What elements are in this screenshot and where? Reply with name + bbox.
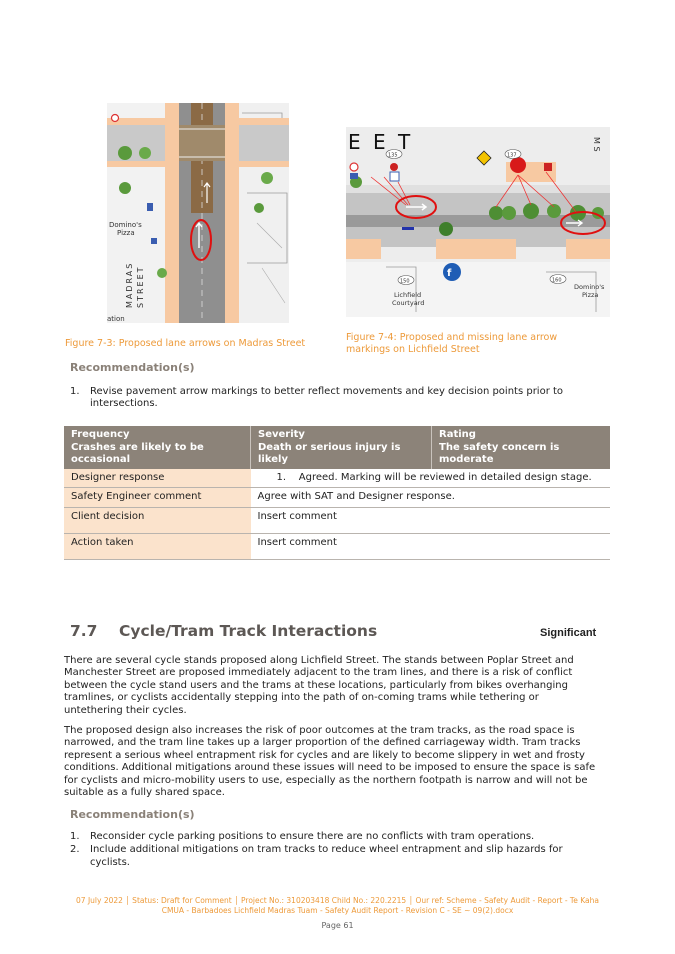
num-top-mid-label: 137	[507, 152, 517, 159]
footer-line-1: 07 July 2022 │ Status: Draft for Comment │ Project No.: 310203418 Child No.: 220.2215 │ Our ref: Scheme - Safety Audit - Report - Te Kaha	[76, 896, 599, 905]
list-item	[70, 831, 595, 843]
num-top-left-label: 135	[388, 152, 398, 159]
significance-badge: Significant	[540, 627, 597, 639]
client-decision-value: Insert comment	[251, 507, 611, 533]
client-decision-label: Client decision	[64, 507, 251, 533]
num-right-label: 160	[552, 277, 562, 284]
severity-cell	[251, 426, 432, 469]
safety-engineer-comment-label: Safety Engineer comment	[64, 488, 251, 508]
section-paragraph-2: The proposed design also increases the risk of poor outcomes at the tram tracks, as the road space is narrowed, and the tram line takes up a larger proportion of the defined carriageway width. Tram tracks represent a serious wheel entrapment risk for cycles and are likely to become slippery in wet and frosty conditions. Additional mitigations around these issues will need to be imposed to ensure the space is safe for cyclists and micro-mobility users to use, especially as the northern footpath is narrow and will not be suitable as a fully shared space.	[64, 725, 596, 799]
frequency-label: Frequency	[71, 429, 130, 440]
eet-label: E E T	[348, 130, 414, 154]
list-item-number: 2.	[70, 844, 80, 856]
designer-response-number: 1.	[276, 471, 287, 483]
street-label: STREET	[136, 265, 145, 308]
rating-cell	[432, 426, 611, 469]
figure-7-3-caption: Figure 7-3: Proposed lane arrows on Madras Street	[65, 338, 306, 349]
figure-7-4-image	[346, 127, 610, 317]
designer-response-value	[251, 469, 611, 488]
list-item-text: Include additional mitigations on tram tracks to reduce wheel entrapment and slip hazards for cyclists.	[90, 844, 563, 868]
section-number: 7.7	[70, 622, 98, 640]
courtyard-label: Courtyard	[392, 299, 425, 307]
table-row	[64, 469, 610, 488]
lichfield-label: Lichfield	[394, 291, 422, 299]
severity-value: Death or serious injury is likely	[258, 441, 401, 465]
ms-label: M S	[592, 137, 601, 152]
section-title: Cycle/Tram Track Interactions	[119, 622, 378, 640]
madras-label: MADRAS	[125, 261, 134, 308]
rating-label: Rating	[439, 429, 476, 440]
lichfield-street-plan-drawing	[346, 127, 610, 317]
recommendations-heading-1: Recommendation(s)	[70, 361, 195, 374]
risk-assessment-table	[64, 426, 610, 560]
table-row	[64, 533, 610, 559]
list-item-text: Revise pavement arrow markings to better reflect movements and key decision points prior to intersections.	[90, 386, 564, 410]
action-taken-label: Action taken	[64, 533, 251, 559]
figure-7-3-image	[107, 103, 289, 323]
num-left-label: 150	[400, 278, 410, 285]
table-row	[64, 507, 610, 533]
dominos-label-2: Domino's	[574, 283, 605, 291]
recommendations-heading-2: Recommendation(s)	[70, 808, 195, 821]
risk-table-header	[64, 426, 610, 469]
madras-street-plan-drawing	[107, 103, 289, 323]
ation-label: ation	[107, 315, 125, 323]
pizza-label-2: Pizza	[582, 291, 599, 299]
frequency-value: Crashes are likely to be occasional	[71, 441, 204, 465]
footer-line-2: CMUA - Barbadoes Lichfield Madras Tuam - Safety Audit Report - Revision C - SE ~ 09(2).docx	[161, 906, 514, 915]
list-item	[70, 386, 595, 411]
action-taken-value: Insert comment	[251, 533, 611, 559]
dominos-label: Domino's	[109, 221, 142, 229]
pizza-label: Pizza	[117, 229, 135, 237]
figure-7-4-caption-line-1: Figure 7-4: Proposed and missing lane arrow	[346, 332, 558, 343]
designer-response-text: Agreed. Marking will be reviewed in detailed design stage.	[298, 471, 592, 483]
designer-response-label: Designer response	[64, 469, 251, 488]
section-paragraph-1: There are several cycle stands proposed along Lichfield Street. The stands between Poplar Street and Manchester Street are proposed immediately adjacent to the tram lines, and there is a risk of conflict between the cycle stand users and the trams at these locations, particularly from bikes overhanging tramlines, or cyclists accidentally stepping into the path of on-coming trams while tethering or untethering their cycles.	[64, 655, 574, 716]
rating-value: The safety concern is moderate	[439, 441, 560, 465]
safety-engineer-comment-value: Agree with SAT and Designer response.	[251, 488, 611, 508]
list-item-number: 1.	[70, 831, 80, 842]
recommendations-list-2	[70, 831, 595, 870]
figure-7-4-caption-line-2: markings on Lichfield Street	[346, 344, 480, 355]
list-item	[70, 844, 595, 869]
svg-text:f: f	[447, 268, 452, 279]
severity-label: Severity	[258, 429, 305, 440]
page-number: Page 61	[321, 921, 354, 930]
list-item-number: 1.	[70, 386, 80, 397]
list-item-text: Reconsider cycle parking positions to ensure there are no conflicts with tram operations.	[90, 831, 535, 842]
recommendations-list-1	[70, 386, 595, 412]
table-row	[64, 488, 610, 508]
frequency-cell	[64, 426, 251, 469]
